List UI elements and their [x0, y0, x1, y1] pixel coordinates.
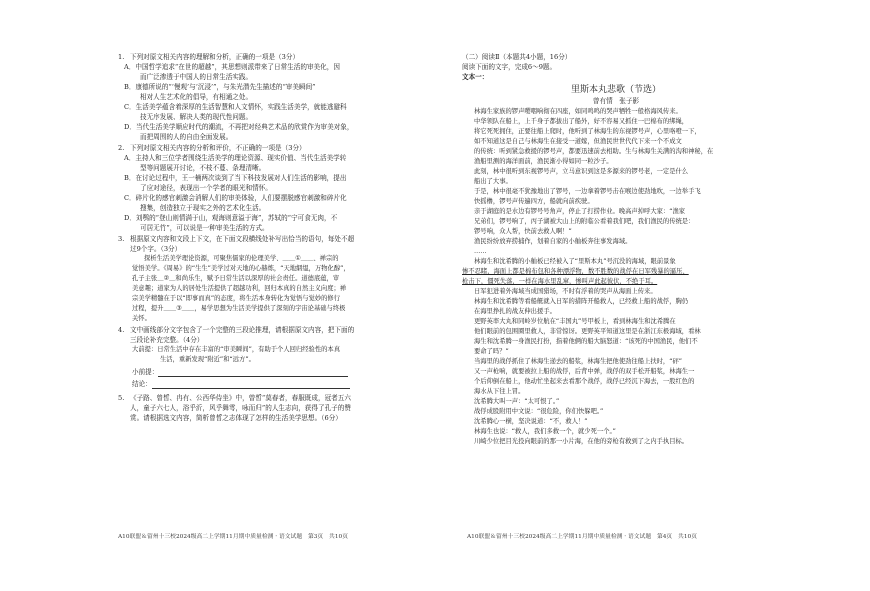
underlined-passage: 枪击下，僵死失落，一样在海水里乱窜，惨叫声此起彼伏，不绝于耳。	[462, 278, 658, 285]
passage-line: 在海里挣扎的战友伸出援手。	[474, 308, 556, 315]
question-number: 1.	[118, 53, 125, 61]
fill-blank-passage	[118, 254, 420, 324]
question-number: 2.	[118, 144, 125, 152]
passage-line: 战俘成股附用中文说：“很危险，你们快躲吧。”	[474, 408, 604, 415]
question-stem: 根据原文内容和文段上下文，在下面文段横线处补写出恰当的语句，每处不超	[130, 235, 355, 243]
passage-line: 沈希腾心一横，坚决说道：“不，救人！”	[474, 418, 588, 425]
option-c-cont: 搜集，创造独立于现实之外的艺术化生活。	[140, 204, 266, 212]
option-a-cont: 而广泛渗透于中国人的日常生活实践。	[140, 73, 253, 81]
passage-line: 当海里的战俘抓住了林海生递去的船浆，林海生把他使劲往船上扶时，“砰”	[474, 358, 683, 365]
passage-line: 川崎少位把目光投向眼前的那一小片海，在他的旁枪有救到了之内手执目标。	[474, 438, 689, 445]
passage-line: 要命了吗？”	[474, 348, 509, 355]
passage-line: 锣号响，众人帮，快前去救人啊！”	[474, 228, 572, 235]
option-a: A．中国哲学追求“在世的超越”，其思想则派带来了日常生活的审美化，因	[124, 63, 340, 71]
left-column	[118, 52, 420, 424]
passage-line: 他们眼前的包围圈里救人，非常惊讶。更野英平知道这里是在浙江东极海域，看林	[474, 328, 701, 335]
passage-line: 过程，提升＿＿③＿＿，易学思想为生活美学提供了深刻的宇宙论基础与终极	[132, 305, 346, 312]
passage-line: 亲于湖庭的是水边有锣号号角声，停止了打捞作业。晚高声掉呼大家：“渔家	[474, 208, 686, 215]
passage-line: 中华领队在船上，上千身子都拔出了船外，好不容易又抓住一巴棉布的绑绳，	[474, 118, 689, 125]
conclusion-label: 结论：	[132, 380, 152, 388]
question-stem: 文中画线部分文字包含了一个完整的三段论推理，请根据原文内容，把下面的	[130, 326, 355, 334]
passage-line: 林海生和沈希腾的小舢板已经被入了“里斯本丸”号沉没的海域，眼前景象	[474, 258, 676, 265]
option-c: C．碎片化的感官刺激会消解人们的审美体验，人们要摆脱感官刺激和碎片化	[124, 194, 347, 202]
option-d-cont: 可居无竹”，可以说是一种审美生活的方式。	[140, 224, 269, 232]
passage-line: 觉悟美学。《周易》的“生生”美学过对天地的心赫炼，“天地絪缊，万物化醇”，	[132, 265, 350, 272]
option-b-cont: 了应对途径，表现出一个学者的眼光和情怀。	[140, 184, 272, 192]
question-stem-cont: 赏。请根据选文内容，简析曾皙之志体现了怎样的生活美学思想。（6分）	[130, 414, 342, 422]
minor-premise-label: 小前提：	[132, 368, 159, 376]
question-stem-cont: 人，童子六七人，浴乎沂，风乎舞雩，咏而归”的人生志向，获得了孔子的赞	[130, 404, 351, 412]
passage-line: 将它死死拥住，正要往船上爬时，他听到了林海生的东视锣号声，心里咯噔一下，	[474, 128, 701, 135]
passage-line: 探析生活美学理论资源，可聚焦儒家的伦理美学、＿＿①＿＿、禅宗的	[144, 255, 339, 262]
article-title: 里斯本丸悲歌（节选）	[570, 85, 661, 95]
passage-line: 林海生和沈希腾等看船艇就入日军的措阵开船救人，已经救上船的战俘，胸仍	[474, 298, 689, 305]
question-4	[118, 325, 420, 389]
passage-line: 个后仰倒在船上，他动忙坐起来去看那个战俘，战俘已经沉下海去，一股红色的	[474, 378, 695, 385]
question-number: 3.	[118, 235, 125, 243]
passage-line: 此刻，林中很听到东视锣号声，立马意识到这是多源来的锣号老，一定是什么	[474, 168, 689, 175]
option-d: D．刘鹗的“登山则情满于山，观海则意溢于海”，苏轼的“宁可食无肉，不	[124, 214, 338, 222]
major-premise: 大前提：日常生活中存在丰富的“审美瞬间”，有助于个人回归经验性的本真	[132, 346, 341, 353]
option-b: B．在讨论过程中，王一楠两次谈到了当下科技发展对人们生活的影响，提出	[124, 174, 347, 182]
option-a-cont: 型等问题展开讨论，不枝不蔓、条理清晰。	[140, 164, 266, 172]
text-label: 文本一：	[462, 73, 489, 81]
question-2	[118, 143, 420, 233]
passage-line: 宗美学精髓在于以“即事而真”的态度，将生活本身转化为觉悟与觉妙的修行	[132, 295, 341, 302]
major-premise-cont: 生活，重新发现“附近”和“远方”。	[160, 356, 255, 363]
passage-line: 的传统：听到紧急救援的锣号声，都要迅速前去相助。生与林海生关满的沟和神秘，在	[474, 148, 714, 155]
option-c-cont: 技无序发展、解决人类的现代性问题。	[140, 113, 253, 121]
section-heading: （二）阅读Ⅱ（本题共4小题，16分）	[462, 53, 572, 61]
passage-line: 渔船里测的海洋面前，渔民渐小得如同一粒沙子。	[474, 158, 613, 165]
option-a: A．主持人和三位学者围绕生活美学的理论资源、现实价值、当代生活美学转	[124, 154, 347, 162]
passage-line: 关怀。	[132, 315, 151, 322]
page-footer-right: A10联盟＆留州十三校2024级高二上学期11月期中质量检测 · 语文试题 第4页 共10页	[467, 534, 697, 540]
passage-line: 海水从下往上冒。	[474, 388, 525, 395]
right-column	[462, 52, 770, 447]
minor-premise-answer-line[interactable]	[158, 370, 348, 377]
question-stem-cont: 三段论补充完整。（4分）	[130, 336, 204, 344]
question-number: 4.	[118, 326, 125, 334]
right-page	[435, 0, 870, 591]
option-b: B．康德所说的“‘慢观’与‘沉浸’”，与朱光潜先生描述的“审美瞬间”	[124, 83, 316, 91]
passage-line: 日军犯进着外海域当成国猎场，不时有浮着的哭声从海面上传来。	[474, 288, 657, 295]
passage-line: 沈希腾大叫一声：“太可恨了。”	[474, 398, 560, 405]
option-d: D．当代生活美学顺应时代的潮流，不再把对经典艺术品的欣赏作为审美对象，	[124, 123, 354, 131]
passage-line: 孔子主张＿②＿和尚乐生，赋予日常生活以深厚的社会责任。道德底蕴，审	[132, 275, 340, 282]
passage-line: 美意趣；道家为人的居处生活提供了超越功利，回归本真的自然主义向度；禅	[132, 285, 347, 292]
article-underlined	[462, 257, 770, 287]
passage-line: 于是，林中很毫不犹豫地出了锣号，一边拿着锣号击在喉边使劲地吹，一边举手飞	[474, 188, 701, 195]
page-footer-left: A10联盟＆留州十三校2024级高二上学期11月期中质量检测 · 语文试题 第3页 共10页	[118, 534, 348, 540]
question-1	[118, 52, 420, 142]
question-number: 5.	[118, 394, 125, 402]
passage-line: 林海生家族的锣声嘤咽响彻在四座，如同鸣鸣的哭声牺牲一般格海风传来。	[474, 108, 682, 115]
passage-line: 如不知道这是自己与林海生在接受一道嫁，但渔民世世代代下来一个不成文	[474, 138, 682, 145]
question-stem: 《子路、曾皙、冉有、公西华侍坐》中，曾皙“莫春者，春服既成，冠者五六	[130, 394, 351, 402]
option-d-cont: 而把周围的人的自由全面发展。	[140, 133, 233, 141]
underlined-passage: 惨不忍睹，海面上都是棉布包和各种漂浮物，数不胜数的战俘在日军残暴的逼压、	[462, 268, 689, 275]
passage-line: 又一声枪响，就要被拉上船的战俘，后背中弹，战俘的双手松开船浆，林海生一	[474, 368, 695, 375]
passage-line: ……	[474, 248, 487, 255]
passage-line: 林海生也说：“救人，我们多救一个，就少死一个。”	[474, 428, 616, 435]
question-3	[118, 234, 420, 324]
passage-line: 快摇橹，锣号声传遍四方，船就向前疾驶。	[474, 198, 594, 205]
passage-line: 更野英率大丸和同岭岁位航在“丰国丸”号甲板上，看到林海生和沈希腾在	[474, 318, 676, 325]
question-5	[118, 393, 420, 423]
article-body-cont	[462, 287, 770, 447]
syllogism	[118, 345, 420, 365]
section-instruction: 阅读下面的文字，完成6～9题。	[462, 63, 557, 71]
passage-line: 海生和沈希腾一身渔民打扮，指着他俩的船大脑怒道：“该死的中国渔民，他们不	[474, 338, 698, 345]
question-stem: 下列对原文相关内容的理解和分析，正确的一项是（3分）	[130, 53, 300, 61]
question-stem-cont: 过9个字。（3分）	[130, 245, 182, 253]
conclusion-answer-line[interactable]	[152, 382, 350, 389]
passage-line: 兄弟们，锣号响了，丙子湖被大山上的附临公看着我们吧，我们渔民的传统是：	[474, 218, 695, 225]
option-b-cont: 相对人生艺术化的倡导，有相通之处。	[140, 93, 253, 101]
passage-line: 渔民纷纷放弃捞捕作，划着自家的小舢板奔往事发海域。	[474, 238, 632, 245]
passage-line: 船出了大事。	[474, 178, 512, 185]
option-c: C．生活美学蕴含着深厚的生活智慧和人文情怀，实践生活美学，就能逃避科	[124, 103, 347, 111]
article-body	[462, 107, 770, 257]
article-author: 曾有情 张子影	[592, 97, 640, 105]
question-stem: 下列对原文相关内容的分析和评价，不正确的一项是（3分）	[130, 144, 306, 152]
